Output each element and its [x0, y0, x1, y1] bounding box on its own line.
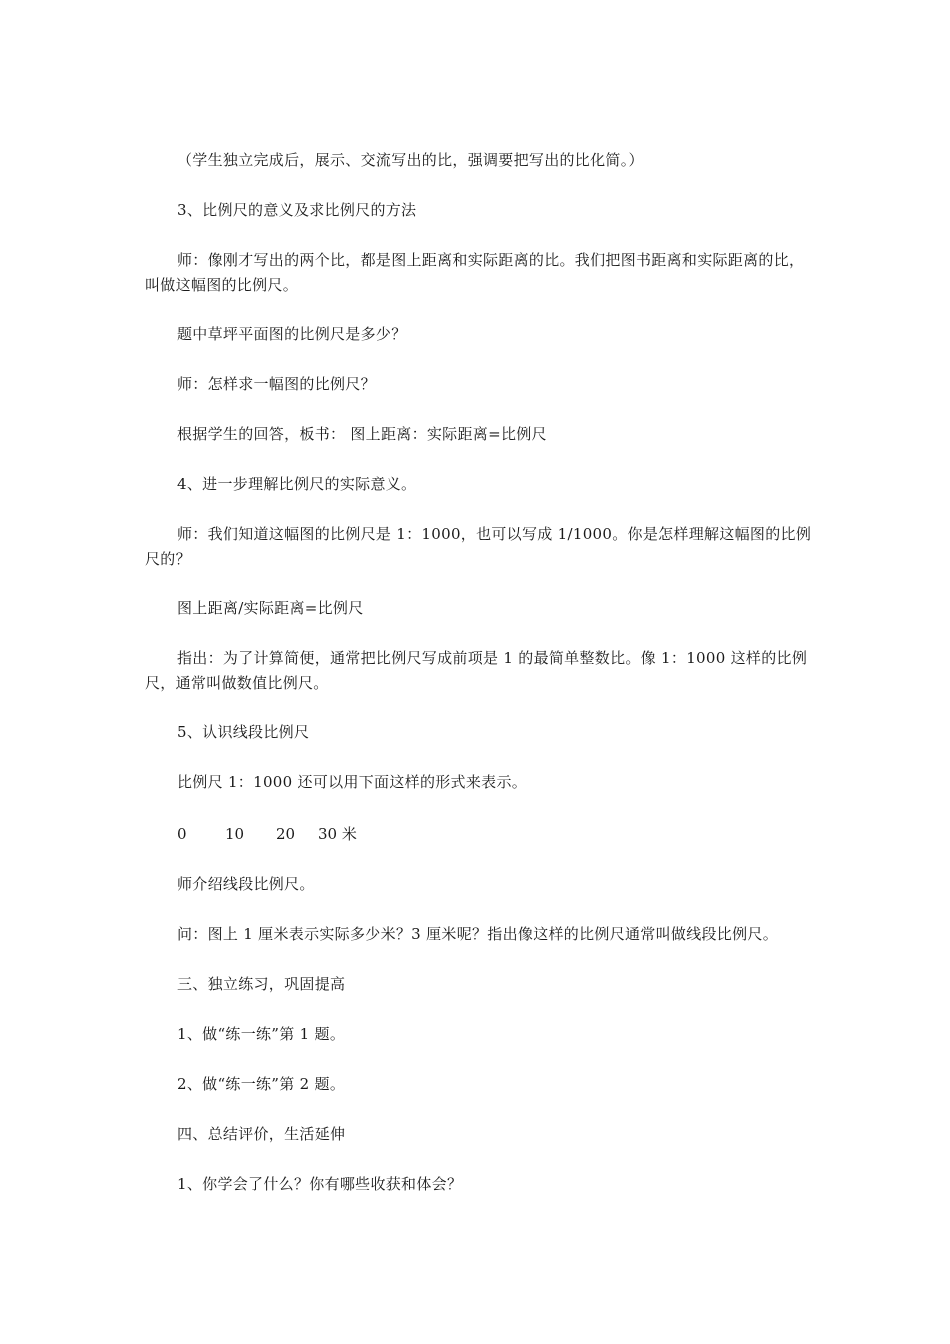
paragraph-point-out: 指出：为了计算简便，通常把比例尺写成前项是 1 的最简单整数比。像 1：1000 这样的比例尺，通常叫做数值比例尺。 — [145, 649, 808, 692]
scale-label-20: 20 — [276, 825, 296, 843]
scale-label-10: 10 — [225, 825, 245, 843]
paragraph-teacher-ratio: 师：我们知道这幅图的比例尺是 1：1000，也可以写成 1/1000。你是怎样理解这幅图的比例尺的？ — [145, 525, 812, 568]
paragraph-teacher-explain: 师：像刚才写出的两个比，都是图上距离和实际距离的比。我们把图书距离和实际距离的比，叫做这幅图的比例尺。 — [145, 251, 805, 294]
heading-scale-meaning: 3、比例尺的意义及求比例尺的方法 — [177, 201, 417, 219]
paragraph-exercise-1: 1、做“练一练”第 1 题。 — [177, 1025, 346, 1043]
paragraph-reflection: 1、你学会了什么？你有哪些收获和体会？ — [177, 1175, 463, 1193]
paragraph-teacher-introduce: 师介绍线段比例尺。 — [177, 875, 315, 893]
paragraph-teacher-question: 师：怎样求一幅图的比例尺？ — [177, 375, 376, 393]
paragraph-fraction-formula: 图上距离/实际距离=比例尺 — [177, 599, 364, 617]
paragraph-question-lawn: 题中草坪平面图的比例尺是多少？ — [177, 325, 407, 343]
paragraph-question-cm: 问：图上 1 厘米表示实际多少米？3 厘米呢？指出像这样的比例尺通常叫做线段比例尺。 — [177, 925, 778, 943]
paragraph-board-formula: 根据学生的回答，板书： 图上距离：实际距离=比例尺 — [177, 425, 547, 443]
scale-label-30m: 30 米 — [318, 825, 357, 843]
heading-line-scale: 5、认识线段比例尺 — [177, 723, 310, 741]
heading-summary: 四、总结评价，生活延伸 — [177, 1125, 346, 1143]
heading-further-understanding: 4、进一步理解比例尺的实际意义。 — [177, 475, 417, 493]
paragraph-exercise-2: 2、做“练一练”第 2 题。 — [177, 1075, 346, 1093]
paragraph-scale-forms: 比例尺 1：1000 还可以用下面这样的形式来表示。 — [177, 773, 528, 791]
heading-practice: 三、独立练习，巩固提高 — [177, 975, 346, 993]
scale-label-0: 0 — [177, 825, 187, 843]
paragraph-student-note: （学生独立完成后，展示、交流写出的比，强调要把写出的比化简。） — [177, 151, 644, 169]
